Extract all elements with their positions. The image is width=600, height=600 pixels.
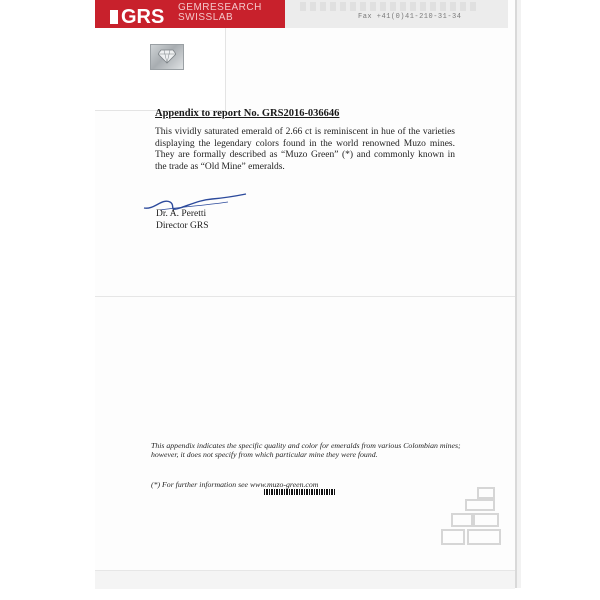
faint-header-text: [300, 2, 480, 11]
logo-text: GRS: [121, 6, 165, 28]
logo-flag-icon: [110, 10, 118, 24]
embossed-stamp-icon: [438, 486, 508, 552]
grs-logo: [110, 6, 164, 29]
bottom-page-strip: [95, 570, 515, 589]
page-fold-line: [95, 296, 515, 297]
hologram-diamond-icon: [150, 44, 184, 70]
appendix-body: This vividly saturated emerald of 2.66 ct is reminiscent in hue of the varieties displaying the legendary colors found in the world renowned Muzo mines. They are formally described as “Muzo Green” (*) and commonly known in the trade as “Old Mine” emeralds.: [155, 127, 455, 172]
barcode: [264, 489, 336, 495]
footnote-link-text: (*) For further information see www.muzo-green.com: [151, 480, 319, 489]
fax-number: Fax +41(0)41-210-31-34: [358, 13, 462, 21]
signatory-name: Dr. A. Peretti: [156, 209, 207, 219]
signatory-role: Director GRS: [156, 221, 209, 231]
logo-sub-line2: SWISSLAB: [178, 12, 234, 23]
logo-subtitle: [178, 3, 262, 23]
appendix-title: Appendix to report No. GRS2016-036646: [155, 108, 340, 119]
logo-sub-line1: GEMRESEARCH: [178, 2, 262, 13]
appendix-note: This appendix indicates the specific quality and color for emeralds from various Colombian mines; however, it does not specify from which particular mine they were found.: [151, 441, 461, 460]
